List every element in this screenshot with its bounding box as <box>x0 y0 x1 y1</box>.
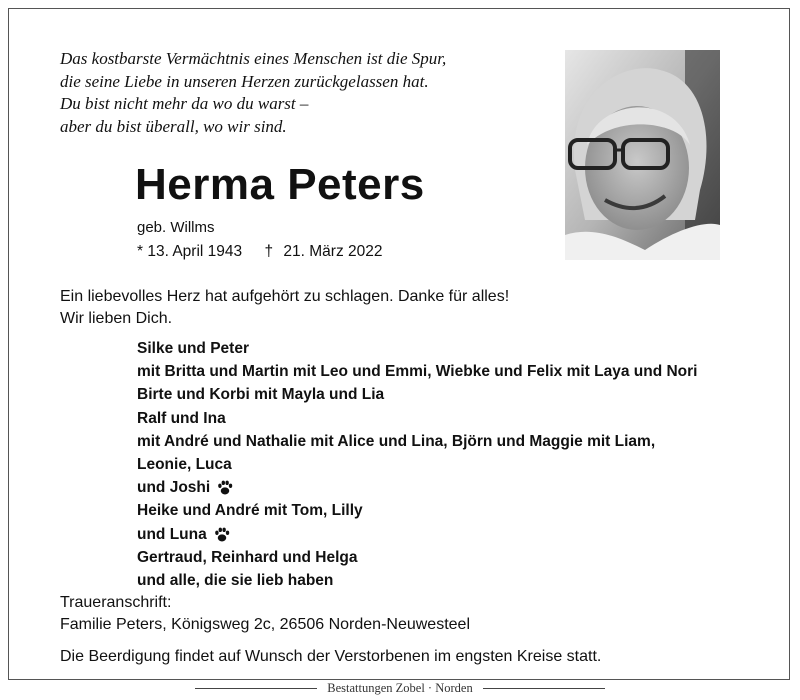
mourning-address <box>60 592 470 636</box>
mourner-line: Ralf und Ina <box>137 409 226 427</box>
funeral-notice: Die Beerdigung findet auf Wunsch der Verstorbenen im engsten Kreise statt. <box>60 648 602 665</box>
poem-line: aber du bist überall, wo wir sind. <box>60 116 287 136</box>
mourner-line: und Luna <box>137 523 697 546</box>
life-dates <box>137 243 382 261</box>
mourners-list <box>137 337 697 592</box>
paw-icon <box>216 479 234 496</box>
portrait-photo <box>565 50 720 260</box>
poem-line: Das kostbarste Vermächtnis eines Menschen ist die Spur, <box>60 49 447 68</box>
deceased-name: Herma Peters <box>135 160 425 209</box>
mourner-line: mit Britta und Martin mit Leo und Emmi, Wiebke und Felix mit Laya und Nori <box>137 363 698 381</box>
mourner-line: Silke und Peter <box>137 340 249 357</box>
address-line: Familie Peters, Königsweg 2c, 26506 Norden-Neuwesteel <box>60 616 470 633</box>
poem-line: die seine Liebe in unseren Herzen zurückgelassen hat. <box>60 71 429 91</box>
birth-name: geb. Willms <box>137 219 215 236</box>
birth-date: * 13. April 1943 <box>137 243 243 260</box>
tribute-line: Ein liebevolles Herz hat aufgehört zu schlagen. Danke für alles! <box>60 288 510 305</box>
mourner-line: Heike und André mit Tom, Lilly <box>137 502 363 520</box>
tribute-line: Wir lieben Dich. <box>60 310 173 327</box>
portrait-illustration <box>565 50 720 260</box>
tribute-text <box>60 286 509 330</box>
footer <box>0 679 800 697</box>
address-label: Traueranschrift: <box>60 594 172 611</box>
mourner-line: und Joshi <box>137 476 697 499</box>
mourner-line: Leonie, Luca <box>137 456 232 474</box>
mourner-line: und alle, die sie lieb haben <box>137 572 334 590</box>
death-date: 21. März 2022 <box>283 243 383 260</box>
funeral-home-credit: Bestattungen Zobel · Norden <box>317 681 482 695</box>
mourner-line: Gertraud, Reinhard und Helga <box>137 548 358 566</box>
mourner-line: Birte und Korbi mit Mayla und Lia <box>137 386 385 404</box>
death-cross-icon: † <box>264 243 274 260</box>
poem-line: Du bist nicht mehr da wo du warst – <box>60 94 309 113</box>
memorial-poem <box>60 48 446 138</box>
mourner-line: mit André und Nathalie mit Alice und Lina, Björn und Maggie mit Liam, <box>137 432 656 450</box>
paw-icon <box>213 526 231 543</box>
